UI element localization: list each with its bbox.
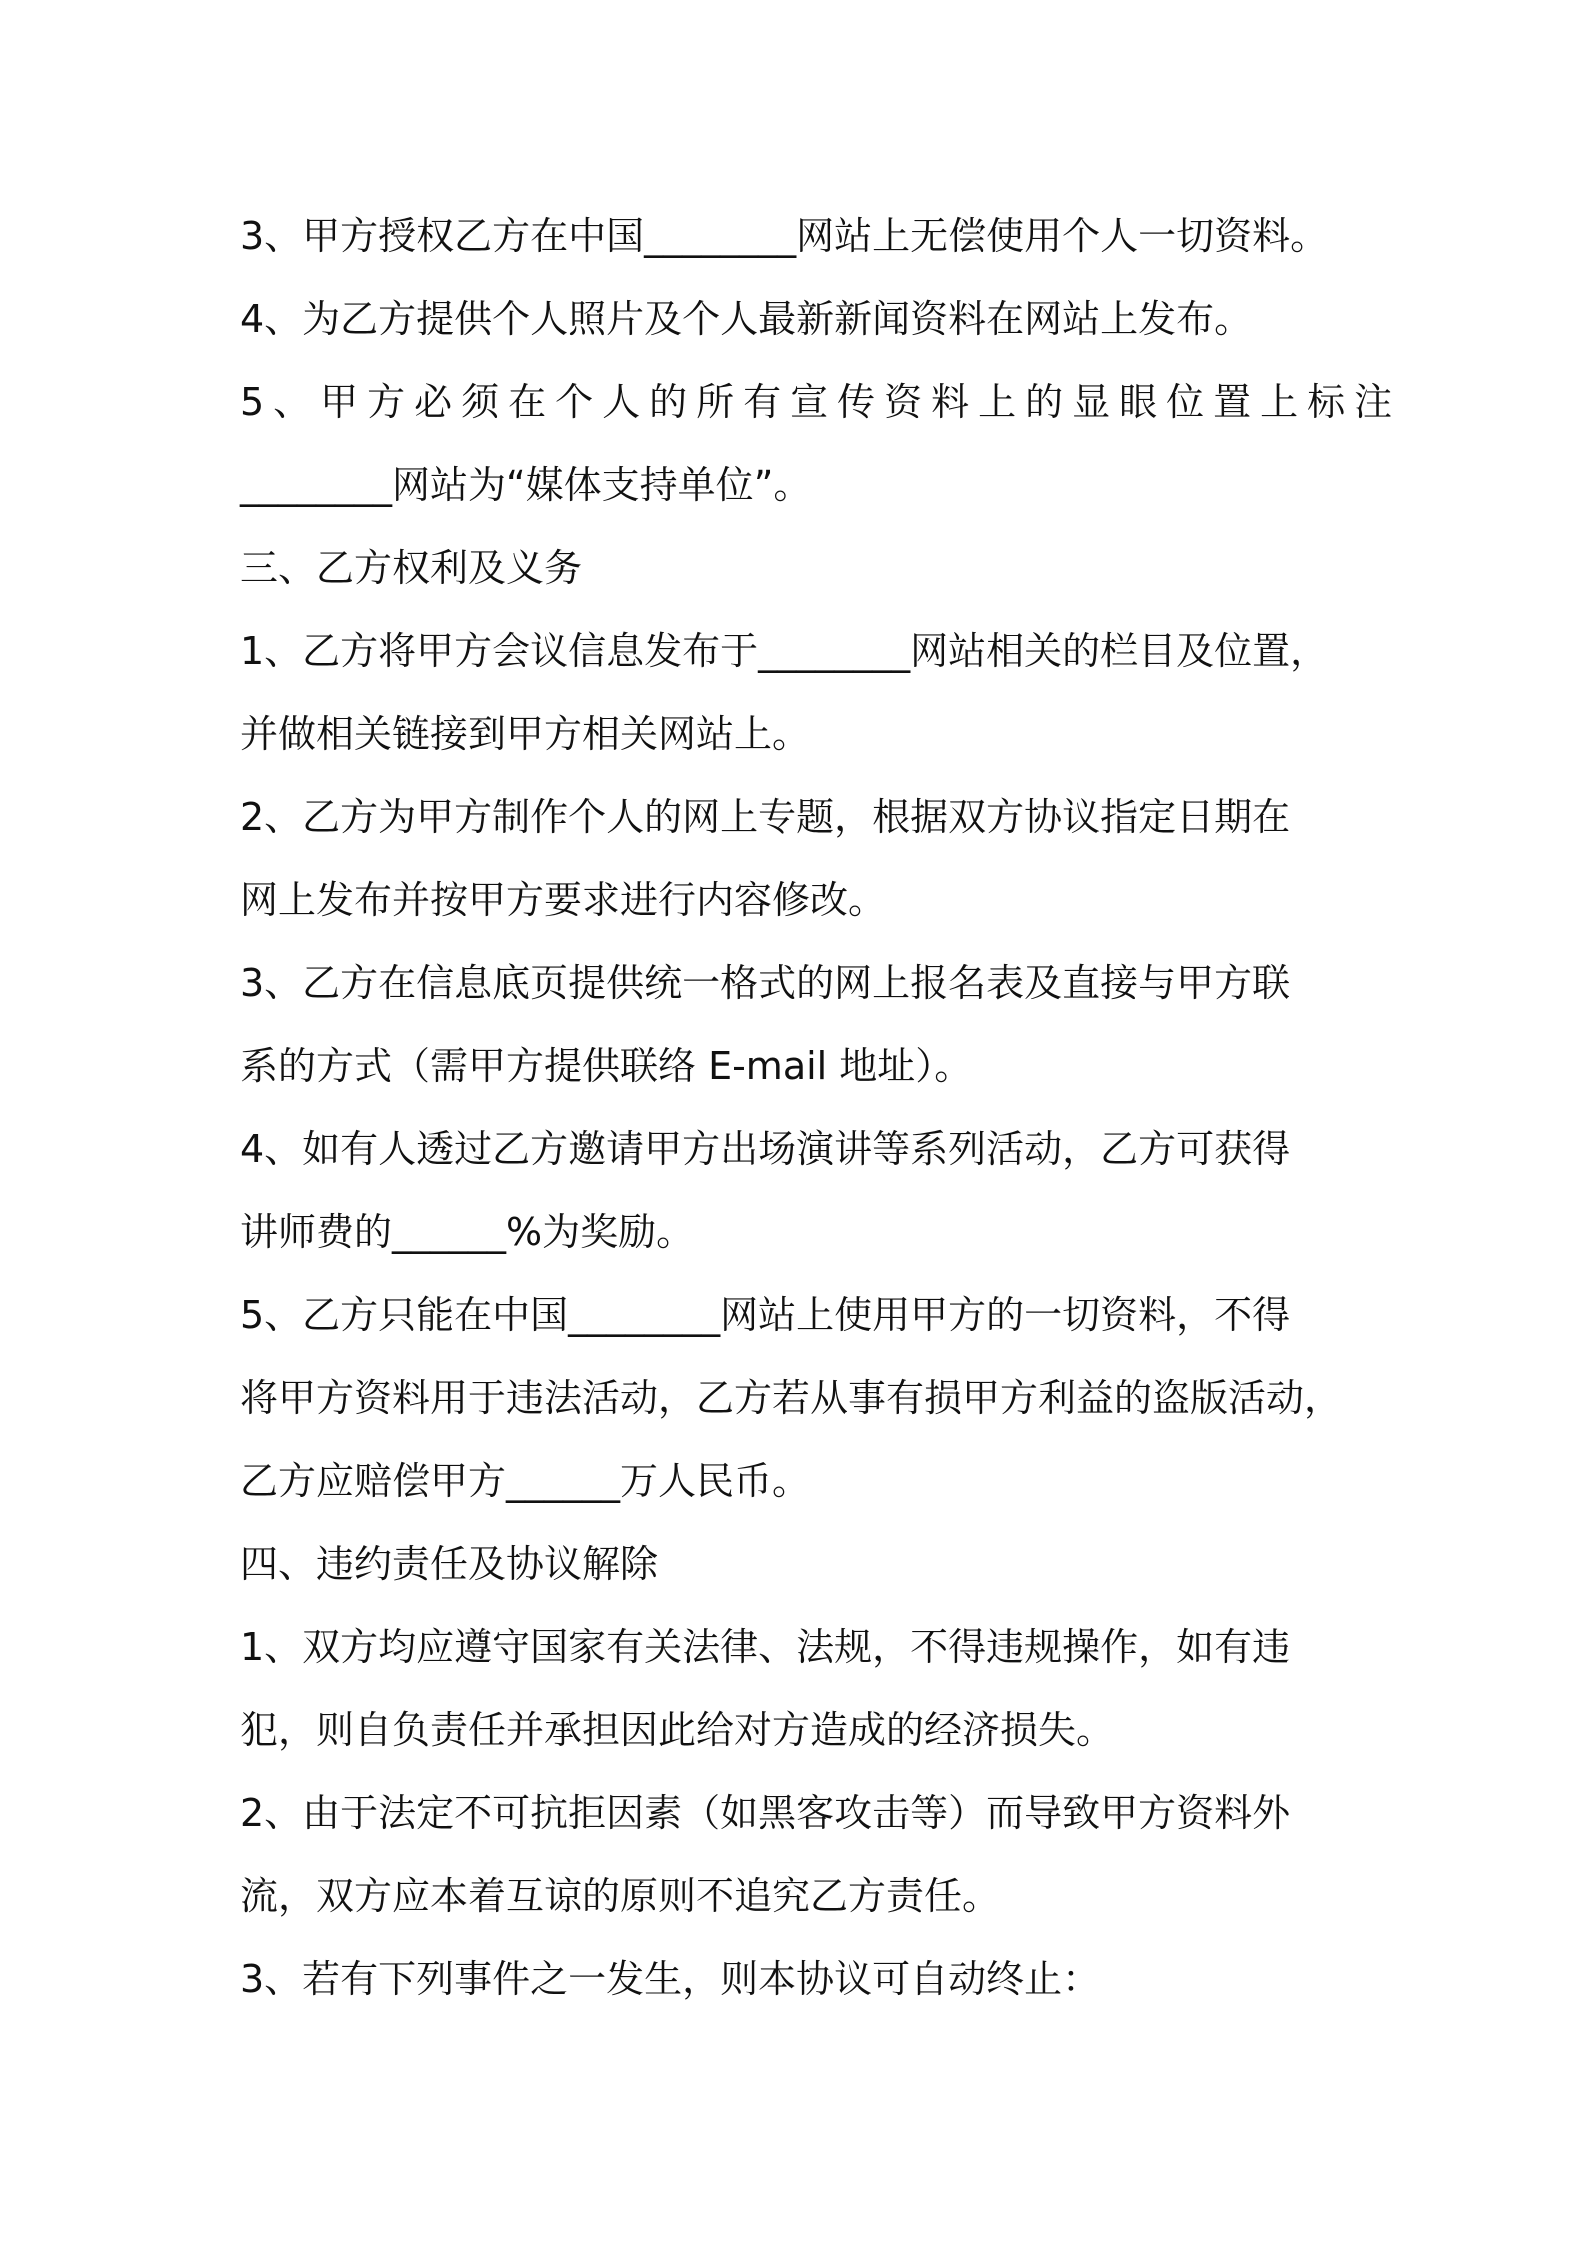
- clause-line: 3、乙方在信息底页提供统一格式的网上报名表及直接与甲方联: [240, 961, 1291, 1005]
- clause-line: 犯，则自负责任并承担因此给对方造成的经济损失。: [240, 1708, 1115, 1752]
- section-heading: 四、违约责任及协议解除: [240, 1542, 659, 1586]
- clause-line: 5、甲方必须在个人的所有宣传资料上的显眼位置上标注: [240, 380, 1402, 424]
- clause-line: 3、若有下列事件之一发生，则本协议可自动终止：: [240, 1957, 1101, 2001]
- clause-line: 4、如有人透过乙方邀请甲方出场演讲等系列活动，乙方可获得: [240, 1127, 1291, 1171]
- clause-line: 流，双方应本着互谅的原则不追究乙方责任。: [240, 1874, 1001, 1918]
- clause-line: 1、双方均应遵守国家有关法律、法规，不得违规操作，如有违: [240, 1625, 1291, 1669]
- clause-line: 讲师费的______%为奖励。: [240, 1210, 695, 1254]
- clause-line: 5、乙方只能在中国________网站上使用甲方的一切资料，不得: [240, 1293, 1291, 1337]
- clause-line: 4、为乙方提供个人照片及个人最新新闻资料在网站上发布。: [240, 297, 1253, 341]
- clause-line: 3、甲方授权乙方在中国________网站上无偿使用个人一切资料。: [240, 214, 1329, 258]
- clause-line: 将甲方资料用于违法活动，乙方若从事有损甲方利益的盗版活动，: [240, 1376, 1343, 1420]
- clause-line: 乙方应赔偿甲方______万人民币。: [240, 1459, 811, 1503]
- section-heading: 三、乙方权利及义务: [240, 546, 583, 590]
- clause-line: 2、由于法定不可抗拒因素（如黑客攻击等）而导致甲方资料外: [240, 1791, 1291, 1835]
- clause-line: 网上发布并按甲方要求进行内容修改。: [240, 878, 887, 922]
- clause-line: 并做相关链接到甲方相关网站上。: [240, 712, 811, 756]
- document-body: [240, 195, 1402, 2021]
- clause-line: 2、乙方为甲方制作个人的网上专题，根据双方协议指定日期在: [240, 795, 1291, 839]
- clause-line: ________网站为“媒体支持单位”。: [240, 463, 812, 507]
- clause-line: 1、乙方将甲方会议信息发布于________网站相关的栏目及位置，: [240, 629, 1329, 673]
- clause-line: 系的方式（需甲方提供联络 E-mail 地址）。: [240, 1044, 973, 1088]
